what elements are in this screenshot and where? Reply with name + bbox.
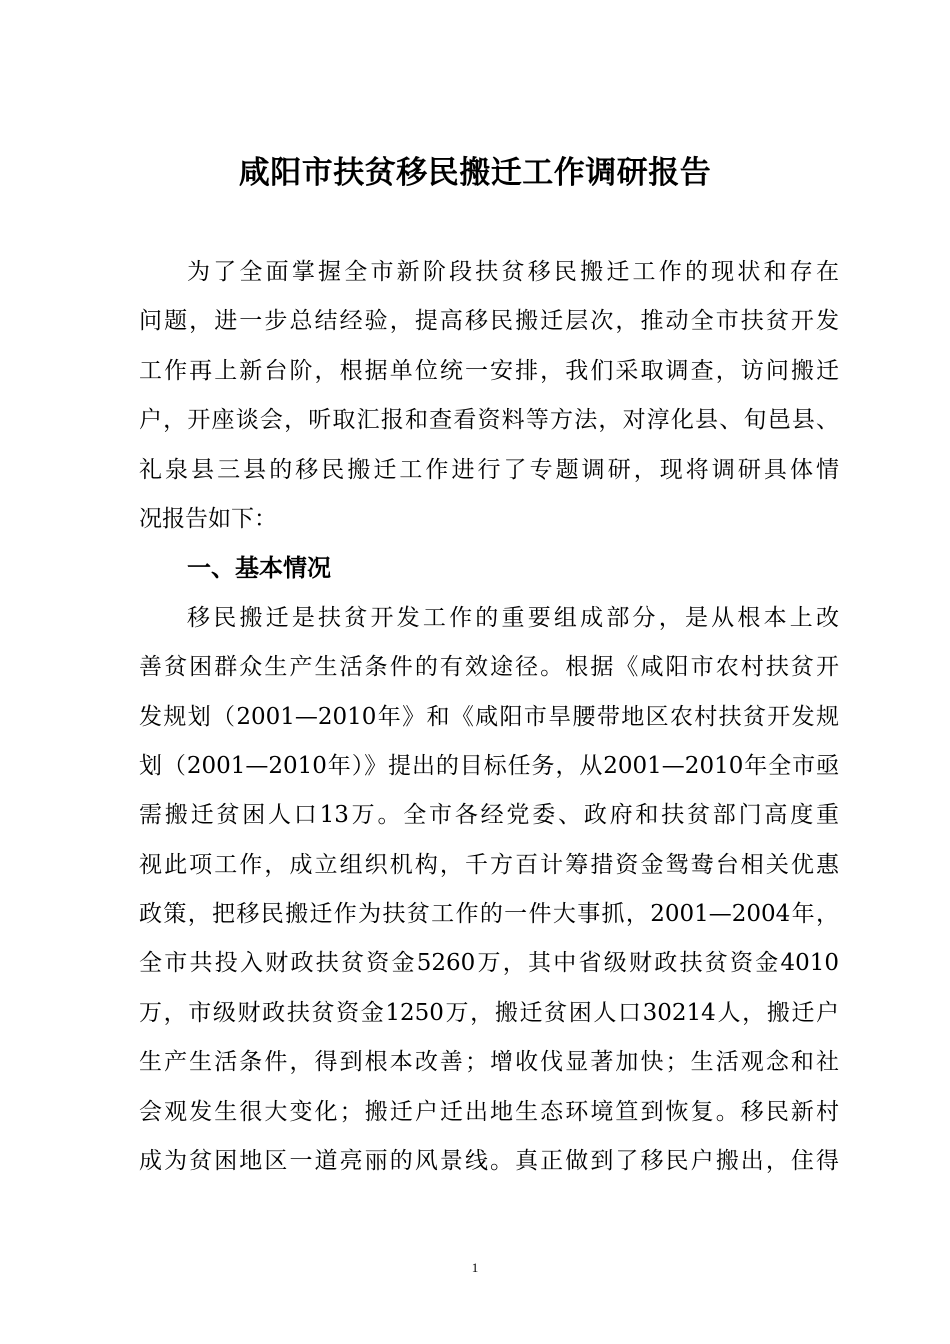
section-line: 成为贫困地区一道亮丽的风景线。真正做到了移民户搬出，住得 [139, 1148, 839, 1175]
section-line: 万，市级财政扶贫资金1250万，搬迁贫困人口30214人，搬迁户 [139, 999, 839, 1026]
page-number: 1 [471, 1260, 479, 1275]
document-title: 咸阳市扶贫移民搬迁工作调研报告 [238, 155, 712, 191]
intro-line: 户，开座谈会，听取汇报和查看资料等方法，对淳化县、旬邑县、 [139, 407, 839, 434]
intro-line: 况报告如下： [139, 505, 277, 532]
section-line: 会观发生很大变化；搬迁户迁出地生态环境笪到恢复。移民新村 [139, 1098, 839, 1125]
section-line: 生产生活条件，得到根本改善；增收伐显著加快；生活观念和社 [139, 1049, 839, 1076]
section-line: 移民搬迁是扶贫开发工作的重要组成部分，是从根本上改 [187, 604, 839, 631]
section-line: 发规划（2001—2010年》和《咸阳市旱腰带地区农村扶贫开发规 [139, 703, 839, 730]
section-line: 需搬迁贫困人口13万。全市各经党委、政府和扶贫部门高度重 [139, 802, 839, 829]
intro-line: 礼泉县三县的移民搬迁工作进行了专题调研，现将调研具体情 [139, 456, 839, 483]
document-body [139, 248, 839, 1186]
intro-line: 为了全面掌握全市新阶段扶贫移民搬迁工作的现状和存在 [187, 259, 839, 285]
section-line: 善贫困群众生产生活条件的有效途径。根据《咸阳市农村扶贫开 [139, 654, 839, 681]
intro-line: 问题，进一步总结经验，提高移民搬迁层次，推动全市扶贫开发 [139, 308, 839, 335]
intro-line: 工作再上新台阶，根据单位统一安排，我们采取调查，访问搬迁 [139, 357, 839, 384]
section-line: 视此项工作，成立组织机构，千方百计筹措资金鸳鸯台相关优惠 [139, 851, 839, 878]
section-line: 划（2001—2010年）》提出的目标任务，从2001—2010年全市亟 [139, 752, 839, 779]
section-line: 全市共投入财政扶贫资金5260万，其中省级财政扶贫资金4010 [139, 950, 839, 977]
section-heading: 一、基本情况 [187, 554, 331, 583]
section-line: 政策，把移民搬迁作为扶贫工作的一件大事抓，2001—2004年， [139, 901, 839, 928]
